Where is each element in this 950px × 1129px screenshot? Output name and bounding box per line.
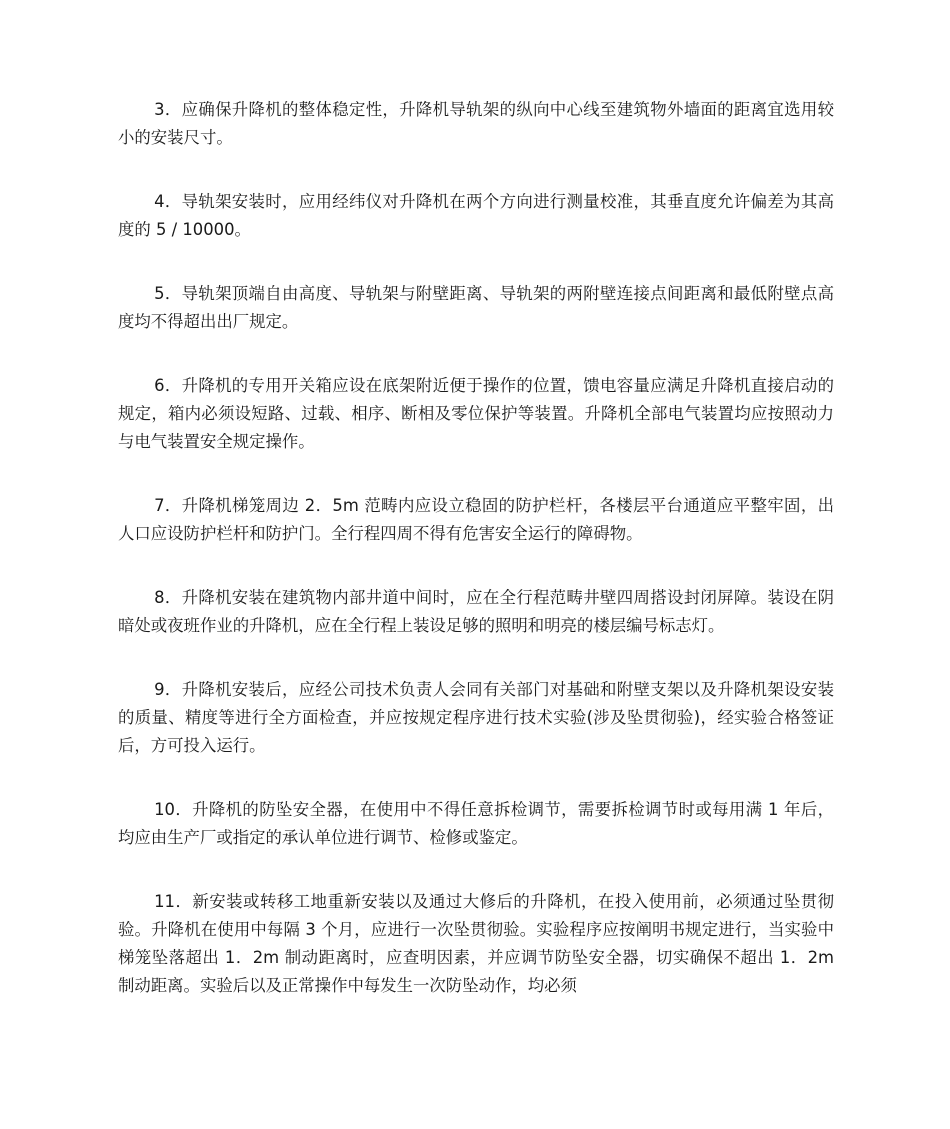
paragraph-6: 6．升降机的专用开关箱应设在底架附近便于操作的位置，馈电容量应满足升降机直接启动的规定，箱内必须设短路、过载、相序、断相及零位保护等装置。升降机全部电气装置均应按照动力与电气装置安全规定操作。 [118, 376, 834, 451]
paragraph-3: 3．应确保升降机的整体稳定性，升降机导轨架的纵向中心线至建筑物外墙面的距离宜选用较小的安装尺寸。 [118, 100, 834, 147]
paragraph-5: 5．导轨架顶端自由高度、导轨架与附壁距离、导轨架的两附壁连接点间距离和最低附壁点高度均不得超出出厂规定。 [118, 284, 834, 331]
paragraph-7: 7．升降机梯笼周边 2．5m 范畴内应设立稳固的防护栏杆，各楼层平台通道应平整牢固，出人口应设防护栏杆和防护门。全行程四周不得有危害安全运行的障碍物。 [118, 496, 834, 543]
paragraph-8: 8．升降机安装在建筑物内部井道中间时，应在全行程范畴井壁四周搭设封闭屏障。装设在阴暗处或夜班作业的升降机，应在全行程上装设足够的照明和明亮的楼层编号标志灯。 [118, 588, 834, 635]
paragraph-9: 9．升降机安装后，应经公司技术负责人会同有关部门对基础和附壁支架以及升降机架设安装的质量、精度等进行全方面检查，并应按规定程序进行技术实验(涉及坠贯彻验)，经实验合格签证后，方可投入运行。 [118, 680, 834, 755]
document-body [118, 96, 834, 1036]
paragraph-11: 11．新安装或转移工地重新安装以及通过大修后的升降机，在投入使用前，必须通过坠贯彻验。升降机在使用中每隔 3 个月，应进行一次坠贯彻验。实验程序应按阐明书规定进行，当实验中梯笼坠落超出 1．2m 制动距离时，应查明因素，并应调节防坠安全器，切实确保不超出 1．2m 制动距离。实验后以及正常操作中每发生一次防坠动作，均必须 [118, 892, 834, 995]
paragraph-10: 10．升降机的防坠安全器，在使用中不得任意拆检调节，需要拆检调节时或每用满 1 年后，均应由生产厂或指定的承认单位进行调节、检修或鉴定。 [118, 800, 834, 847]
paragraph-4: 4．导轨架安装时，应用经纬仪对升降机在两个方向进行测量校准，其垂直度允许偏差为其高度的 5 / 10000。 [118, 192, 834, 239]
